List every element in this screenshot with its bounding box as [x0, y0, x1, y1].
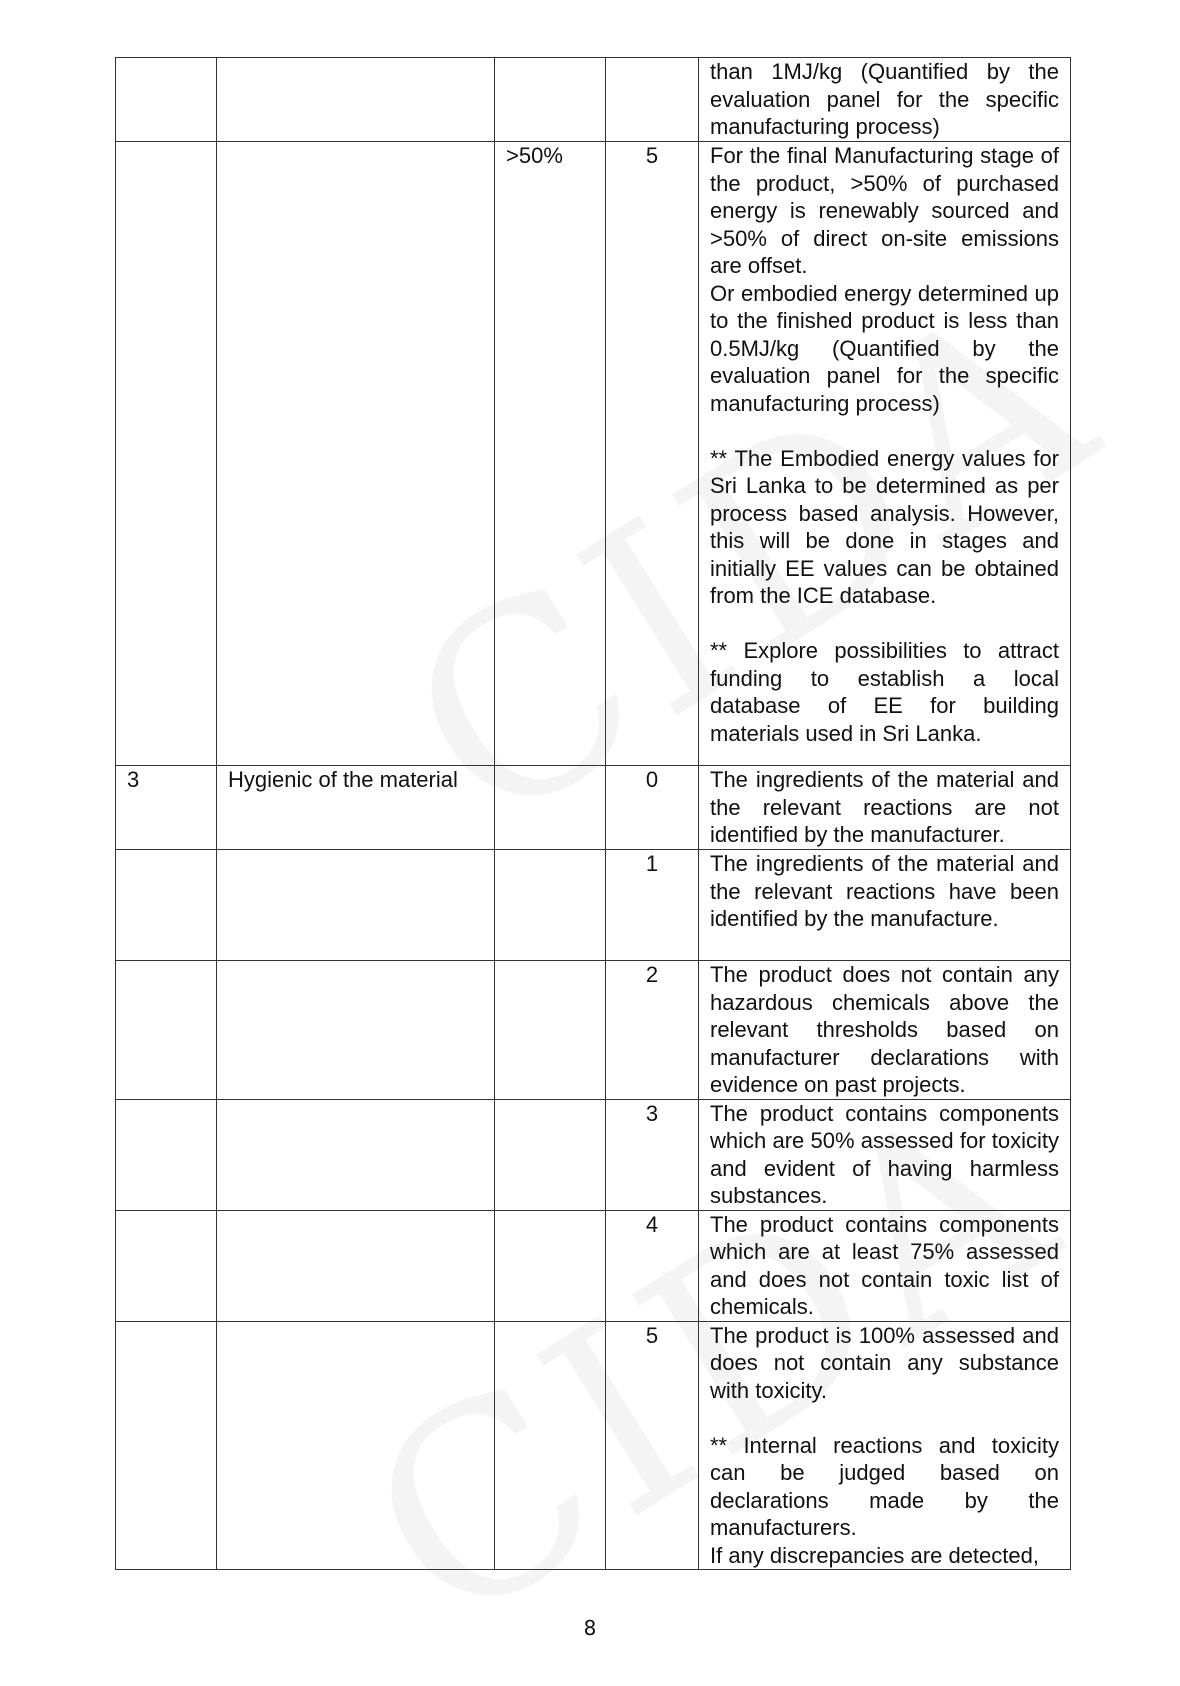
description-cell — [699, 766, 1071, 850]
table-row — [116, 850, 1071, 961]
description-paragraph: The product contains components which are at least 75% assessed and does not contain toxic list of chemicals. — [710, 1211, 1059, 1319]
description-cell — [699, 1099, 1071, 1210]
paragraph-spacer — [710, 610, 1059, 638]
threshold-cell — [495, 766, 606, 850]
score-cell: 0 — [606, 766, 699, 850]
score-cell: 5 — [606, 142, 699, 766]
description-cell — [699, 961, 1071, 1100]
description-paragraph: The product contains components which are 50% assessed for toxicity and evident of having harmless substances. — [710, 1100, 1059, 1208]
score-cell: 1 — [606, 850, 699, 961]
threshold-cell — [495, 1321, 606, 1570]
criteria-cell — [217, 1210, 495, 1321]
score-cell: 5 — [606, 1321, 699, 1570]
row-number-cell — [116, 142, 217, 766]
table-row — [116, 1099, 1071, 1210]
description-paragraph: ** Internal reactions and toxicity can be judged based on declarations made by the manufacturers. — [710, 1432, 1059, 1540]
criteria-table — [115, 57, 1071, 1570]
row-number-cell — [116, 58, 217, 142]
description-cell — [699, 142, 1071, 766]
criteria-cell: Hygienic of the material — [217, 766, 495, 850]
score-cell: 2 — [606, 961, 699, 1100]
criteria-cell — [217, 142, 495, 766]
description-paragraph: The ingredients of the material and the relevant reactions have been identified by the manufacture. — [710, 851, 1059, 931]
criteria-cell — [217, 1321, 495, 1570]
criteria-cell — [217, 961, 495, 1100]
row-number-cell — [116, 850, 217, 961]
description-cell — [699, 1210, 1071, 1321]
paragraph-spacer — [710, 417, 1059, 445]
threshold-cell — [495, 961, 606, 1100]
description-paragraph: The product is 100% assessed and does not contain any substance with toxicity. — [710, 1322, 1059, 1403]
table-row — [116, 1210, 1071, 1321]
description-cell — [699, 58, 1071, 142]
threshold-cell — [495, 850, 606, 961]
description-paragraph: Or embodied energy determined up to the finished product is less than 0.5MJ/kg (Quantified by the evaluation panel for the specific manufacturing process) — [710, 280, 1059, 416]
row-number-cell: 3 — [116, 766, 217, 850]
description-paragraph: ** The Embodied energy values for Sri Lanka to be determined as per process based analysis. However, this will be done in stages and initially EE values can be obtained from the ICE database. — [710, 445, 1059, 608]
row-number-cell — [116, 1210, 217, 1321]
score-cell: 3 — [606, 1099, 699, 1210]
table-row — [116, 961, 1071, 1100]
description-paragraph: ** Explore possibilities to attract funding to establish a local database of EE for building materials used in Sri Lanka. — [710, 638, 1059, 746]
table-row — [116, 1321, 1071, 1570]
description-paragraph: The ingredients of the material and the relevant reactions are not identified by the manufacturer. — [710, 767, 1059, 847]
row-number-cell — [116, 961, 217, 1100]
threshold-cell — [495, 1210, 606, 1321]
table-row — [116, 58, 1071, 142]
page-number: 8 — [583, 1616, 597, 1640]
row-number-cell — [116, 1321, 217, 1570]
row-number-cell — [116, 1099, 217, 1210]
criteria-cell — [217, 58, 495, 142]
score-cell — [606, 58, 699, 142]
description-paragraph: than 1MJ/kg (Quantified by the evaluation panel for the specific manufacturing process) — [710, 59, 1059, 139]
threshold-cell — [495, 1099, 606, 1210]
criteria-cell — [217, 1099, 495, 1210]
description-cell — [699, 1321, 1071, 1570]
description-paragraph: For the final Manufacturing stage of the product, >50% of purchased energy is renewably sourced and >50% of direct on-site emissions are offset. — [710, 143, 1059, 278]
criteria-cell — [217, 850, 495, 961]
table-row — [116, 766, 1071, 850]
description-paragraph: The product does not contain any hazardous chemicals above the relevant thresholds based on manufacturer declarations with evidence on past projects. — [710, 962, 1059, 1097]
description-cell — [699, 850, 1071, 961]
score-cell: 4 — [606, 1210, 699, 1321]
table-row — [116, 142, 1071, 766]
description-paragraph: If any discrepancies are detected, — [710, 1542, 1039, 1568]
threshold-cell: >50% — [495, 142, 606, 766]
paragraph-spacer — [710, 1404, 1059, 1432]
table-body — [116, 58, 1071, 1570]
threshold-cell — [495, 58, 606, 142]
